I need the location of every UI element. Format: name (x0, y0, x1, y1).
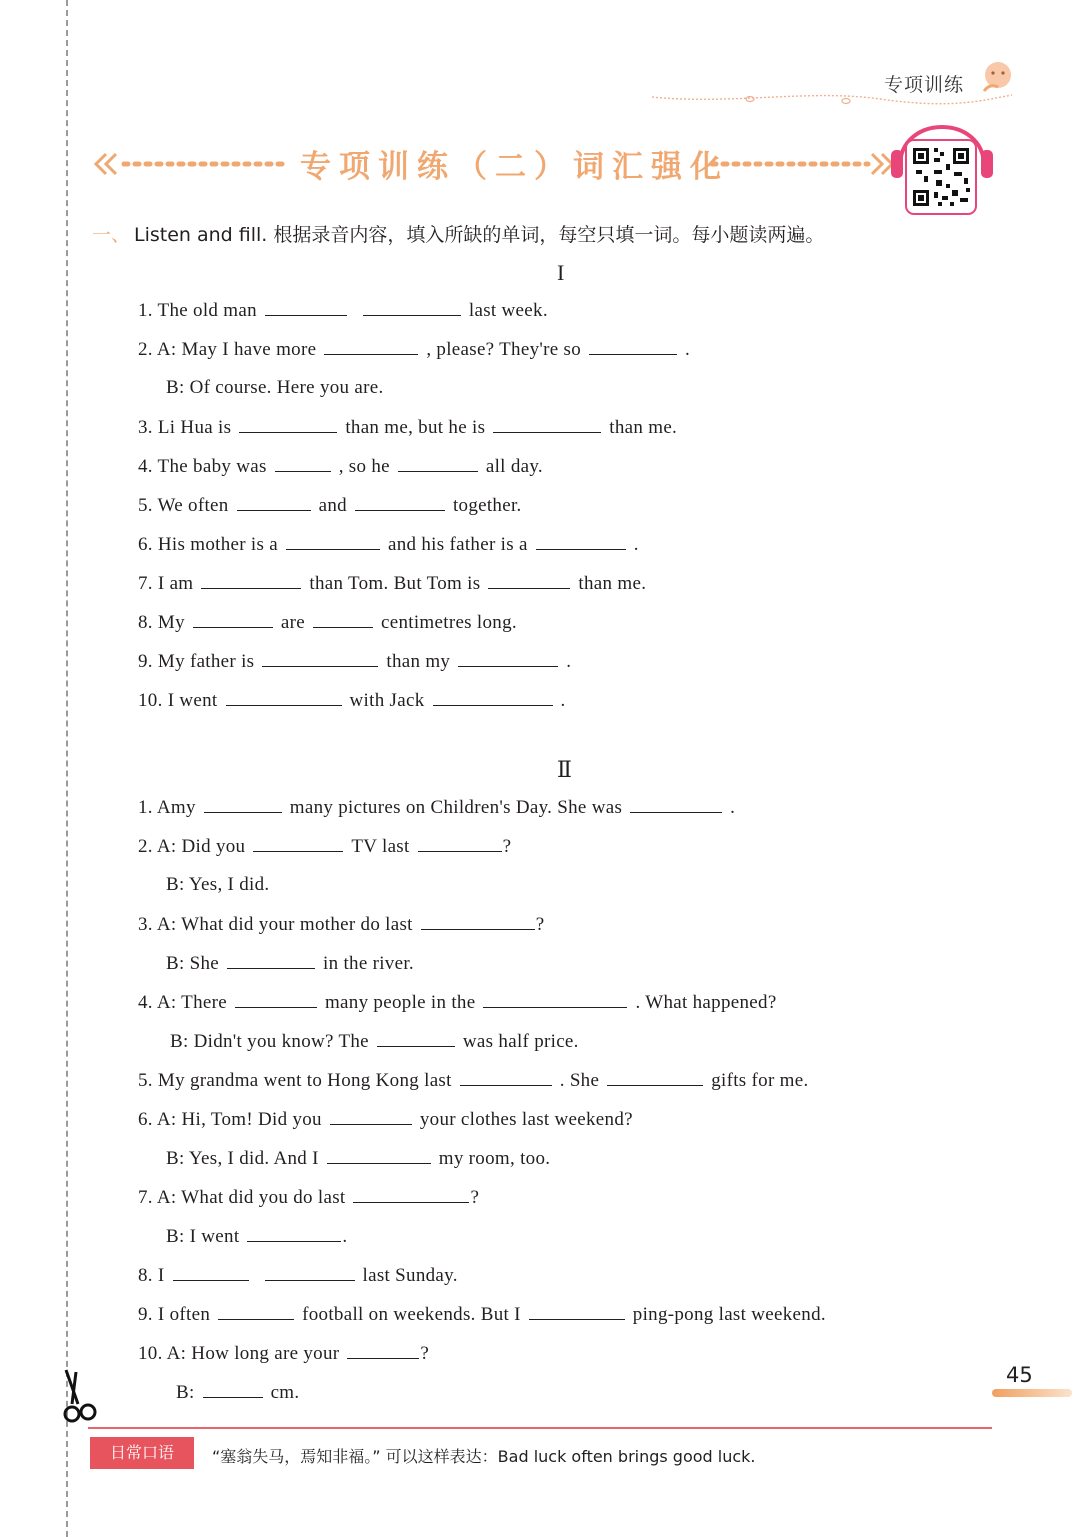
answer-blank[interactable] (460, 1069, 552, 1086)
question-line: B: Yes, I did. And I my room, too. (166, 1148, 551, 1169)
footer-divider (88, 1427, 992, 1429)
answer-blank[interactable] (204, 796, 282, 813)
answer-blank[interactable] (201, 572, 301, 589)
answer-blank[interactable] (262, 650, 378, 667)
answer-blank[interactable] (483, 991, 627, 1008)
answer-blank[interactable] (353, 1186, 469, 1203)
page-number: 45 (1006, 1363, 1033, 1387)
part-label-1: I (557, 260, 565, 285)
header-decoration (650, 55, 1020, 110)
question-line: B: I went . (166, 1226, 348, 1247)
qr-code-icon[interactable] (888, 118, 996, 218)
question-line: 9. My father is than my . (138, 651, 572, 672)
question-line: 10. I went with Jack . (138, 690, 566, 711)
answer-blank[interactable] (433, 689, 553, 706)
scissors-icon (56, 1368, 102, 1426)
answer-blank[interactable] (203, 1381, 263, 1398)
answer-blank[interactable] (488, 572, 570, 589)
answer-blank[interactable] (265, 1264, 355, 1281)
answer-blank[interactable] (347, 1342, 419, 1359)
page-number-bar (992, 1389, 1072, 1397)
answer-blank[interactable] (275, 455, 331, 472)
answer-blank[interactable] (418, 835, 502, 852)
question-line: 2. A: Did you TV last ? (138, 836, 512, 857)
question-line: B: Of course. Here you are. (166, 377, 384, 398)
answer-blank[interactable] (607, 1069, 703, 1086)
answer-blank[interactable] (193, 611, 273, 628)
answer-blank[interactable] (589, 338, 677, 355)
answer-blank[interactable] (493, 416, 601, 433)
answer-blank[interactable] (324, 338, 418, 355)
part-label-2: Ⅱ (557, 757, 572, 782)
question-line: B: She in the river. (166, 953, 414, 974)
question-line: B: cm. (176, 1382, 300, 1403)
question-line: 1. Amy many pictures on Children's Day. She was . (138, 797, 736, 818)
answer-blank[interactable] (286, 533, 380, 550)
question-line: B: Yes, I did. (166, 874, 270, 895)
answer-blank[interactable] (265, 299, 347, 316)
answer-blank[interactable] (421, 913, 535, 930)
question-line: 8. My are centimetres long. (138, 612, 517, 633)
answer-blank[interactable] (529, 1303, 625, 1320)
answer-blank[interactable] (363, 299, 461, 316)
question-line: 6. A: Hi, Tom! Did you your clothes last weekend? (138, 1109, 633, 1130)
question-line: 4. A: There many people in the . What happened? (138, 992, 777, 1013)
question-line: 4. The baby was , so he all day. (138, 456, 543, 477)
answer-blank[interactable] (227, 952, 315, 969)
answer-blank[interactable] (253, 835, 343, 852)
question-line: B: Didn't you know? The was half price. (170, 1031, 579, 1052)
answer-blank[interactable] (536, 533, 626, 550)
answer-blank[interactable] (330, 1108, 412, 1125)
question-line: 3. Li Hua is than me, but he is than me. (138, 417, 678, 438)
question-line: 8. I last Sunday. (138, 1265, 458, 1286)
question-line: 7. I am than Tom. But Tom is than me. (138, 573, 647, 594)
answer-blank[interactable] (239, 416, 337, 433)
answer-blank[interactable] (458, 650, 558, 667)
question-line: 10. A: How long are your ? (138, 1343, 430, 1364)
question-line: 3. A: What did your mother do last ? (138, 914, 545, 935)
header-section-label: 专项训练 (884, 74, 965, 96)
answer-blank[interactable] (218, 1303, 294, 1320)
question-line: 9. I often football on weekends. But I ping-pong last weekend. (138, 1304, 826, 1325)
answer-blank[interactable] (398, 455, 478, 472)
answer-blank[interactable] (247, 1225, 341, 1242)
section-instruction-text: Listen and fill. 根据录音内容，填入所缺的单词，每空只填一词。每小题读两遍。 (134, 224, 825, 246)
answer-blank[interactable] (355, 494, 445, 511)
answer-blank[interactable] (630, 796, 722, 813)
answer-blank[interactable] (377, 1030, 455, 1047)
question-line: 7. A: What did you do last ? (138, 1187, 480, 1208)
answer-blank[interactable] (173, 1264, 249, 1281)
answer-blank[interactable] (313, 611, 373, 628)
footer-text: “塞翁失马，焉知非福。” 可以这样表达：Bad luck often brings good luck. (212, 1447, 756, 1466)
question-line: 5. We often and together. (138, 495, 522, 516)
page-title: 专项训练（二）词汇强化 (300, 149, 729, 185)
question-line: 1. The old man last week. (138, 300, 548, 321)
question-line: 5. My grandma went to Hong Kong last . She gifts for me. (138, 1070, 809, 1091)
answer-blank[interactable] (235, 991, 317, 1008)
mascot-icon (984, 62, 1011, 91)
answer-blank[interactable] (226, 689, 342, 706)
question-line: 6. His mother is a and his father is a . (138, 534, 639, 555)
section-number: 一、 (92, 224, 131, 246)
question-line: 2. A: May I have more , please? They're so . (138, 339, 691, 360)
cut-line (66, 0, 68, 1537)
section-heading (92, 220, 824, 247)
answer-blank[interactable] (237, 494, 311, 511)
footer-badge: 日常口语 (90, 1437, 194, 1469)
answer-blank[interactable] (327, 1147, 431, 1164)
